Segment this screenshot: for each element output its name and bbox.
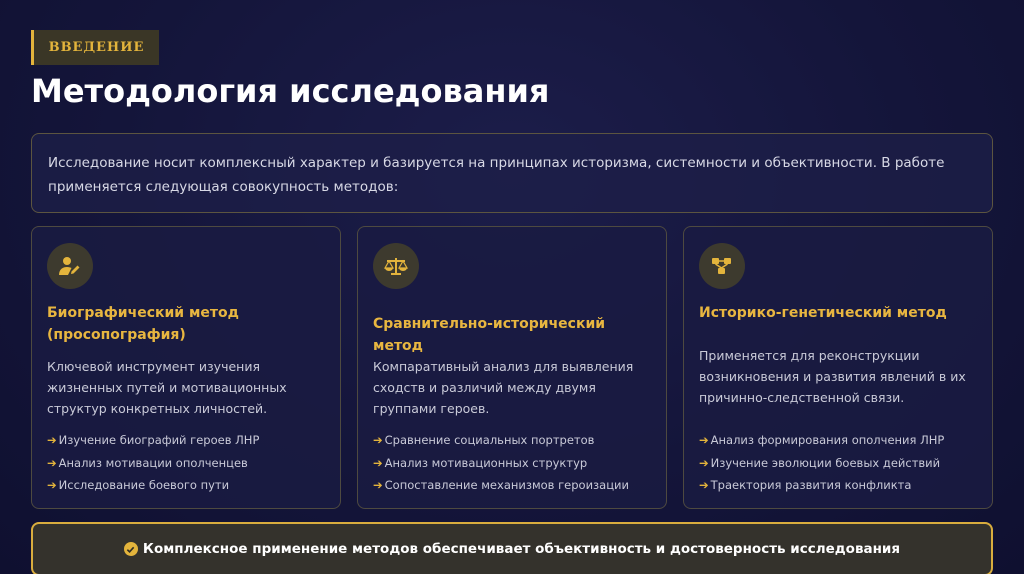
arrow-right-icon: ➔ [373,478,383,492]
card-list [47,429,337,497]
section-tag: ВВЕДЕНИЕ [31,30,159,65]
arrow-right-icon: ➔ [699,455,709,470]
list-item: ➔ Сравнение социальных портретов [373,429,663,452]
arrow-right-icon: ➔ [47,478,57,492]
list-item: ➔ Анализ мотивации ополченцев [47,452,337,475]
card-title: Историко-генетический метод [699,305,947,321]
card-title: Сравнительно-исторический метод [373,316,606,354]
card-description: Ключевой инструмент изучения жизненных путей и мотивационных структур конкретных личностей. [47,359,287,416]
conclusion-text: Комплексное применение методов обеспечивает объективность и достоверность исследования [142,541,901,557]
method-card-genetic [683,226,993,509]
arrow-right-icon: ➔ [373,455,383,470]
list-item: ➔ Исследование боевого пути [47,474,337,497]
list-item: ➔ Изучение биографий героев ЛНР [47,429,337,452]
arrow-right-icon: ➔ [47,455,57,470]
card-description: Компаративный анализ для выявления сходств и различий между двумя группами героев. [373,359,634,416]
intro-box [31,133,993,213]
card-list [373,429,663,497]
hierarchy-icon [699,243,745,289]
method-card-comparative [357,226,667,509]
list-item: ➔ Траектория развития конфликта [699,474,989,497]
page-title: Методология исследования [31,72,550,110]
scales-icon [373,243,419,289]
arrow-right-icon: ➔ [699,433,709,447]
arrow-right-icon: ➔ [373,433,383,447]
user-edit-icon [47,243,93,289]
conclusion-banner [31,522,993,574]
list-item: ➔ Анализ мотивационных структур [373,452,663,475]
arrow-right-icon: ➔ [47,433,57,447]
intro-text: Исследование носит комплексный характер и базируется на принципах историзма, системности и объективности. В работе применяется следующая совокупность методов: [48,155,945,195]
list-item: ➔ Анализ формирования ополчения ЛНР [699,429,989,452]
method-card-biographical [31,226,341,509]
list-item: ➔ Сопоставление механизмов героизации [373,474,663,497]
list-item: ➔ Изучение эволюции боевых действий [699,452,989,475]
card-list [699,429,989,497]
card-title: Биографический метод (просопография) [47,305,239,343]
card-description: Применяется для реконструкции возникновения и развития явлений в их причинно-следственной связи. [699,348,966,405]
arrow-right-icon: ➔ [699,478,709,492]
check-circle-icon [124,542,138,556]
